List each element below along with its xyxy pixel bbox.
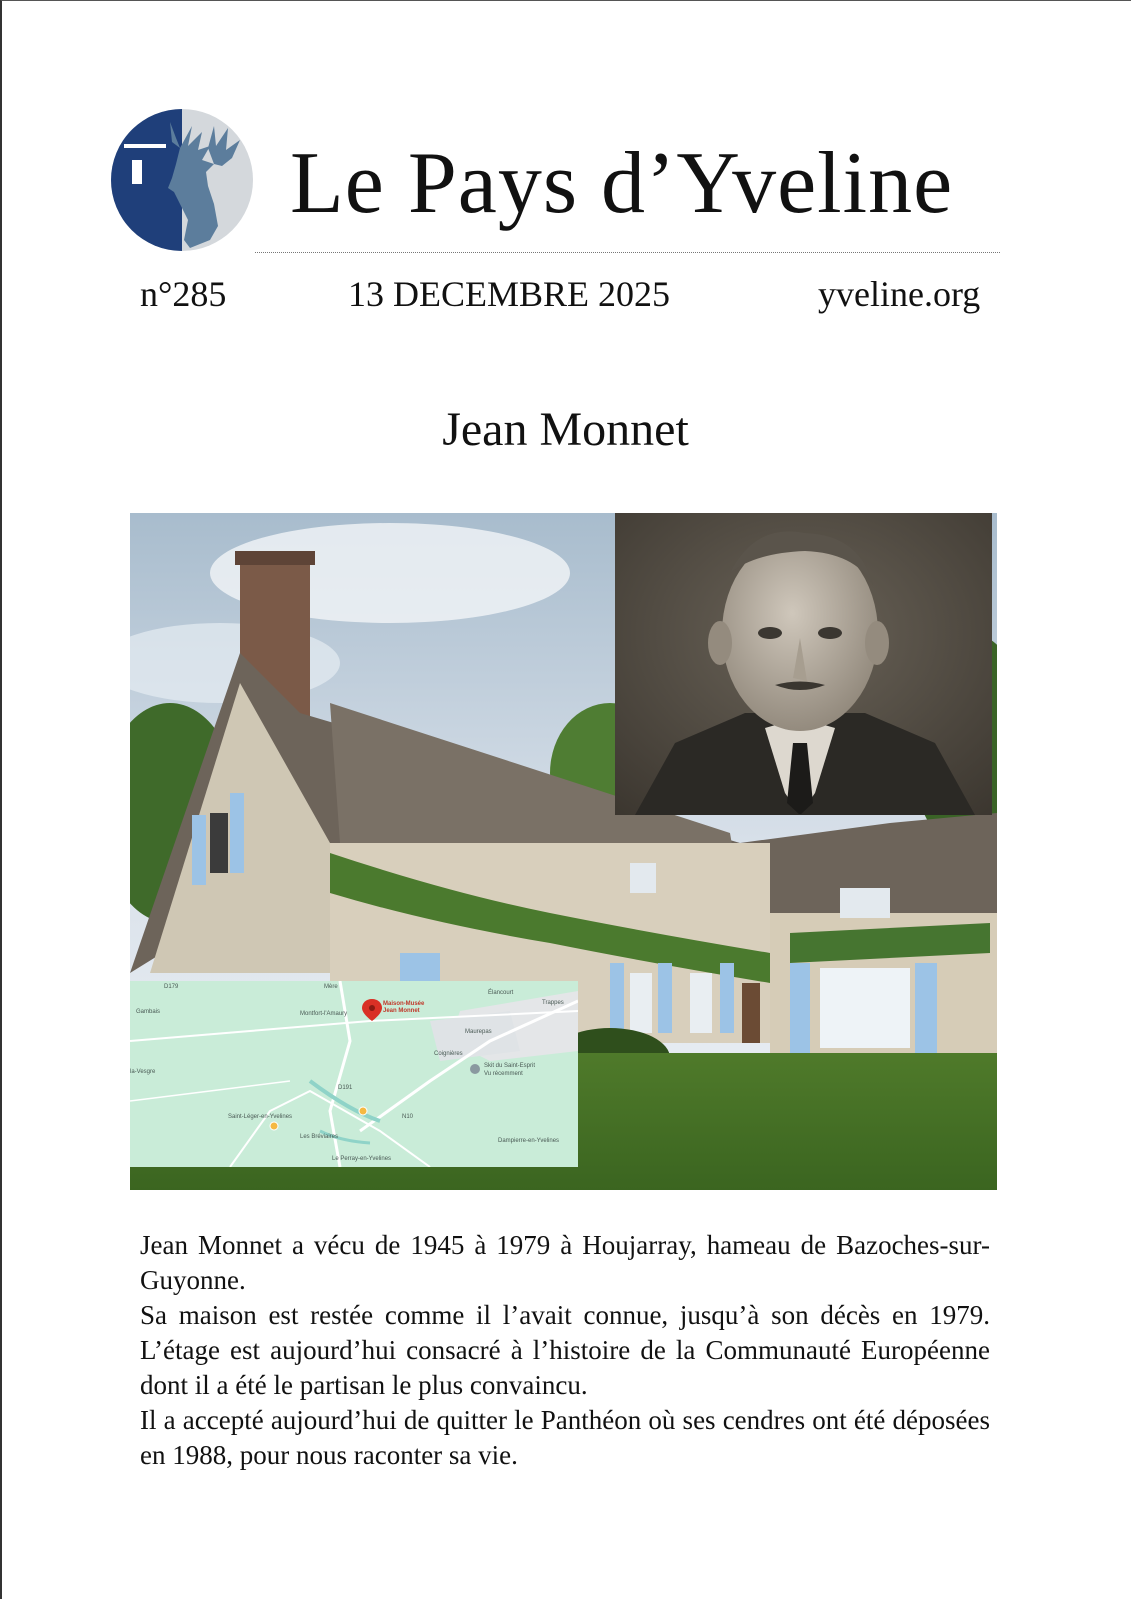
map-label-trappes: Trappes [542,1000,564,1006]
map-label-breviaires: Les Bréviaires [300,1134,339,1140]
portrait-photo [615,513,992,815]
newsletter-title: Le Pays d’Yveline [290,135,954,232]
pays-d-yveline-logo [110,108,255,253]
article-body [140,1228,990,1473]
map-label-skit: Skit du Saint-Esprit [484,1063,536,1069]
location-map[interactable] [130,981,578,1167]
paragraph: Il a accepté aujourd’hui de quitter le Panthéon où ses cendres ont été déposées en 1988, pour nous raconter sa vie. [140,1405,990,1470]
stag-icon [110,108,255,253]
website-link[interactable]: yveline.org [818,274,981,314]
map-label-dampierre: Dampierre-en-Yvelines [498,1138,560,1144]
map-label-d179: D179 [164,984,179,990]
map-label-montfort: Montfort-l'Amaury [300,1011,348,1017]
header-divider [255,252,1000,253]
article-title: Jean Monnet [442,403,689,456]
map-label-maurepas: Maurepas [465,1029,492,1035]
map-label-mere: Mère [324,984,338,990]
paragraph: Jean Monnet a vécu de 1945 à 1979 à Houjarray, hameau de Bazoches-sur-Guyonne. [140,1230,990,1295]
map-label-d191: D191 [338,1085,353,1091]
paragraph: Sa maison est restée comme il l’avait connue, jusqu’à son décès en 1979. L’étage est aujourd’hui consacré à l’histoire de la Communauté Européenne dont il a été le partisan le plus convaincu. [140,1300,990,1400]
map-label-le-perray: Le Perray-en-Yvelines [332,1156,392,1162]
issue-number: n°285 [140,274,227,314]
map-label-elancourt: Élancourt [488,990,514,996]
map-label-coignieres: Coignières [434,1051,463,1057]
map-label-vesgre: la-Vesgre [130,1069,156,1075]
map-label-n10: N10 [402,1114,414,1120]
map-label-saint-leger: Saint-Léger-en-Yvelines [228,1114,293,1120]
map-label-skit-sub: Vu récemment [484,1071,523,1077]
map-label-museum[interactable]: Maison-Musée Jean Monnet [383,1001,425,1014]
map-label-gambais: Gambais [136,1009,161,1015]
issue-date: 13 DECEMBRE 2025 [348,274,671,314]
